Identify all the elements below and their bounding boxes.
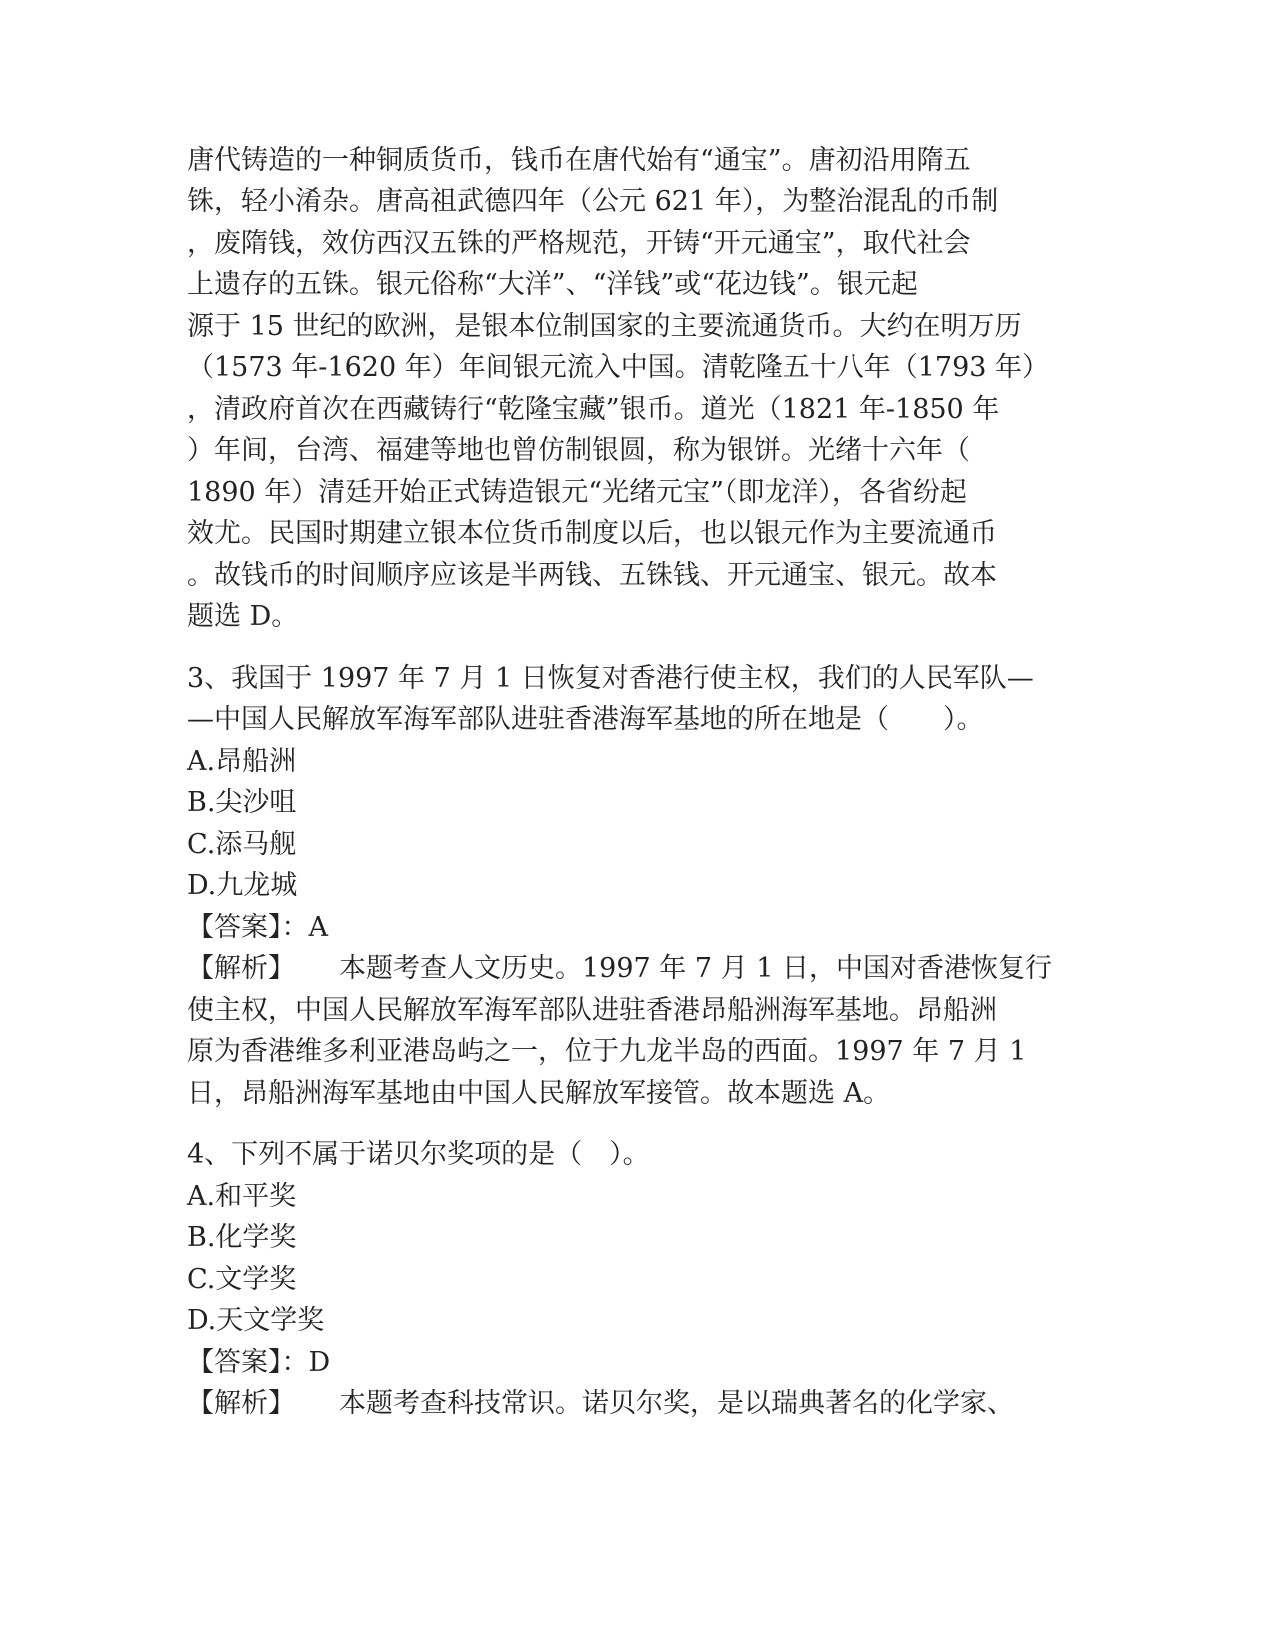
paragraph-line: 。故钱币的时间顺序应该是半两钱、五铢钱、开元通宝、银元。故本: [187, 560, 997, 591]
q4-option-d: D.天文学奖: [187, 1305, 325, 1336]
q3-answer: [187, 907, 328, 949]
paragraph-line: ）年间，台湾、福建等地也曾仿制银圆，称为银饼。光绪十六年（: [187, 435, 970, 466]
answer-label: 【答案】：: [187, 1347, 309, 1378]
paragraph-line: 源于 15 世纪的欧洲，是银本位制国家的主要流通货币。大约在明万历: [187, 311, 1022, 342]
explanation-text: 本题考查人文历史。1997 年 7 月 1 日，中国对香港恢复行: [339, 953, 1052, 984]
paragraph-line: 铢，轻小淆杂。唐高祖武德四年（公元 621 年），为整治混乱的币制: [187, 186, 999, 217]
q3-option-b: B.尖沙咀: [187, 787, 297, 818]
q4-answer: [187, 1342, 330, 1384]
q3-explanation-line: 使主权，中国人民解放军海军部队进驻香港昂船洲海军基地。昂船洲: [187, 995, 997, 1026]
answer-value: D: [308, 1347, 331, 1378]
explanation-text: 本题考查科技常识。诺贝尔奖，是以瑞典著名的化学家、: [339, 1388, 1014, 1419]
q4-option-b: B.化学奖: [187, 1222, 297, 1253]
paragraph-line: 唐代铸造的一种铜质货币，钱币在唐代始有“通宝”。唐初沿用隋五: [187, 145, 971, 176]
explanation-label: 【解析】: [187, 1388, 295, 1419]
question-3-line: 3、我国于 1997 年 7 月 1 日恢复对香港行使主权，我们的人民军队—: [187, 663, 1034, 694]
q4-option-a: A.和平奖: [187, 1181, 297, 1212]
paragraph-line: 1890 年）清廷开始正式铸造银元“光绪元宝”（即龙洋），各省纷起: [187, 477, 967, 508]
paragraph-line: ，清政府首次在西藏铸行“乾隆宝藏”银币。道光（1821 年-1850 年: [187, 394, 1000, 425]
q3-explanation-line: [187, 948, 1052, 990]
paragraph-line: ，废隋钱，效仿西汉五铢的严格规范，开铸“开元通宝”，取代社会: [187, 228, 971, 259]
question-4-line: 4、下列不属于诺贝尔奖项的是（ ）。: [187, 1139, 650, 1170]
q3-explanation-line: 原为香港维多利亚港岛屿之一，位于九龙半岛的西面。1997 年 7 月 1: [187, 1036, 1027, 1067]
paragraph-line: 题选 D。: [187, 601, 299, 632]
q3-explanation-line: 日，昂船洲海军基地由中国人民解放军接管。故本题选 A。: [187, 1078, 891, 1109]
q4-explanation-line: [187, 1383, 1014, 1425]
q4-option-c: C.文学奖: [187, 1264, 297, 1295]
q3-option-d: D.九龙城: [187, 870, 298, 901]
answer-value: A: [308, 912, 328, 943]
q3-option-c: C.添马舰: [187, 829, 297, 860]
paragraph-line: 上遗存的五铢。银元俗称“大洋”、“洋钱”或“花边钱”。银元起: [187, 269, 918, 300]
paragraph-line: 效尤。民国时期建立银本位货币制度以后，也以银元作为主要流通币: [187, 518, 997, 549]
q3-option-a: A.昂船洲: [187, 746, 297, 777]
explanation-label: 【解析】: [187, 953, 295, 984]
paragraph-line: （1573 年-1620 年）年间银元流入中国。清乾隆五十八年（1793 年）: [187, 352, 1050, 383]
question-3-line: —中国人民解放军海军部队进驻香港海军基地的所在地是（ ）。: [187, 704, 984, 735]
answer-label: 【答案】：: [187, 912, 309, 943]
